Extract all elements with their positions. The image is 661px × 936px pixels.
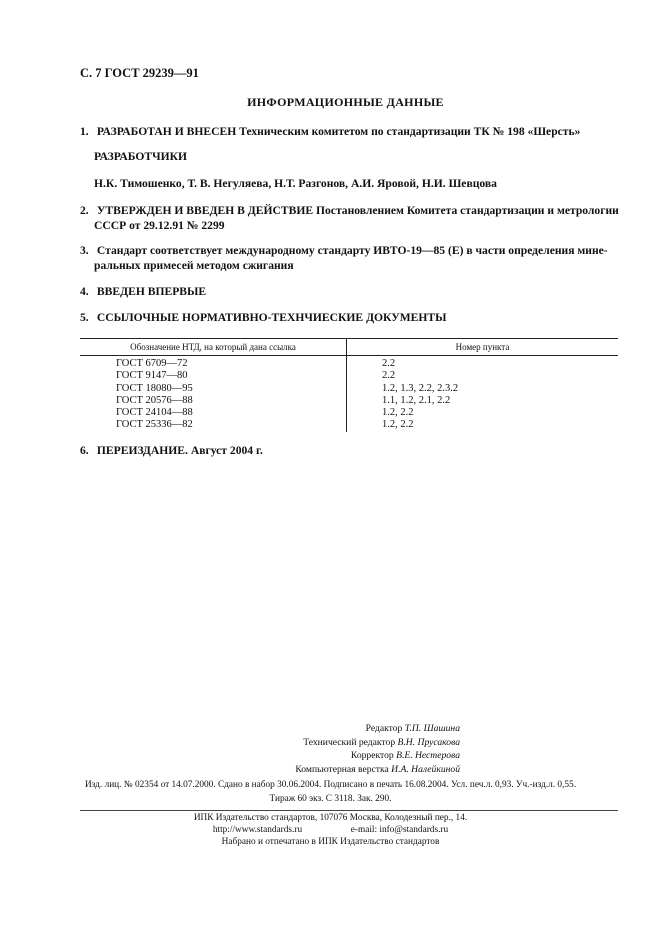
table-cell-doc: ГОСТ 9147—80 [116,370,188,382]
editorial-credits [230,722,460,776]
section-3-continued: ральных примесей методом сжигания [94,259,294,272]
table-cell-doc: ГОСТ 20576—88 [116,394,193,406]
table-header-rule [80,355,618,356]
credit-name: В.Е. Нестерова [396,750,460,761]
section-text: Техническим комитетом по стандартизации ТК № 198 «Шерсть» [239,125,581,138]
section-number: 1. [80,125,89,138]
section-number: 3. [80,244,89,257]
credit-role: Редактор [365,723,403,734]
page-header: С. 7 ГОСТ 29239—91 [80,66,199,80]
table-cell-doc: ГОСТ 18080—95 [116,382,193,394]
publisher-contacts [0,825,661,835]
printing-note: Набрано и отпечатано в ИПК Издательство стандартов [221,837,440,847]
publisher-email: e-mail: info@standards.ru [350,825,449,835]
table-column-items [382,358,458,432]
section-number: 5. [80,311,89,324]
table-cell-items: 1.2, 2.2 [382,407,414,419]
table-cell-items: 2.2 [382,358,396,369]
table-column-documents [116,358,193,432]
section-number: 6. [80,444,89,457]
page-title: ИНФОРМАЦИОННЫЕ ДАННЫЕ [247,95,444,109]
table-top-rule [80,338,618,339]
publisher-website: http://www.standards.ru [212,825,303,835]
section-4 [80,284,206,300]
section-2-continued: СССР от 29.12.91 № 2299 [94,219,225,232]
credit-row [230,749,460,763]
table-column-divider [346,338,347,432]
section-3 [80,243,608,259]
section-keyword: РАЗРАБОТАН И ВНЕСЕН [96,125,237,138]
credit-row [230,763,460,777]
footer-rule [80,810,618,811]
table-cell-items: 2.2 [382,370,396,382]
credit-name: И.А. Налейкиной [391,763,460,775]
credit-name: Т.П. Шашина [404,723,460,734]
credit-name: В.Н. Прусакова [397,736,460,748]
developers-list: Н.К. Тимошенко, Т. В. Негуляева, Н.Т. Разгонов, А.И. Яровой, Н.И. Шевцова [94,177,497,190]
table-cell-doc: ГОСТ 25336—82 [116,419,193,431]
print-run: Тираж 60 экз. С 3118. Зак. 290. [269,794,392,804]
credit-row [230,736,460,750]
section-2 [80,203,619,219]
table-cell-items: 1.2, 2.2 [382,419,414,431]
table-header-document: Обозначение НТД, на который дана ссылка [130,342,296,352]
credit-role: Компьютерная верстка [295,763,389,775]
section-5 [80,310,447,326]
section-6 [80,443,263,459]
section-keyword: УТВЕРЖДЕН И ВВЕДЕН В ДЕЙСТВИЕ [96,204,314,217]
section-keyword: ВВЕДЕН ВПЕРВЫЕ [96,285,207,298]
section-text: Август 2004 г. [190,444,263,457]
developers-heading: РАЗРАБОТЧИКИ [94,150,188,163]
publication-details: Изд. лиц. № 02354 от 14.07.2000. Сдано в набор 30.06.2004. Подписано в печать 16.08.2004. Усл. печ.л. 0,93. Уч.-изд.л. 0,55. [84,780,577,790]
table-cell-items: 1.2, 1.3, 2.2, 2.3.2 [382,382,459,394]
credit-row [230,722,460,736]
table-cell-items: 1.1, 1.2, 2.1, 2.2 [382,394,451,406]
credit-role: Технический редактор [303,736,396,748]
table-cell-doc: ГОСТ 24104—88 [116,407,193,419]
section-keyword: ПЕРЕИЗДАНИЕ. [96,444,188,457]
credit-role: Корректор [350,750,394,761]
table-cell-doc: ГОСТ 6709—72 [116,358,188,369]
section-number: 2. [80,204,89,217]
section-text: Стандарт соответствует международному стандарту ИВТО-19—85 (Е) в части определения мине- [96,244,608,257]
section-keyword: ССЫЛОЧНЫЕ НОРМАТИВНО-ТЕХНЧИЕСКИЕ ДОКУМЕНТЫ [96,311,447,324]
section-text: Постановлением Комитета стандартизации и метрологии [315,204,619,217]
section-number: 4. [80,285,89,298]
section-1 [80,124,580,140]
publisher-address: ИПК Издательство стандартов, 107076 Москва, Колодезный пер., 14. [193,813,468,823]
table-header-item: Номер пункта [455,342,510,352]
